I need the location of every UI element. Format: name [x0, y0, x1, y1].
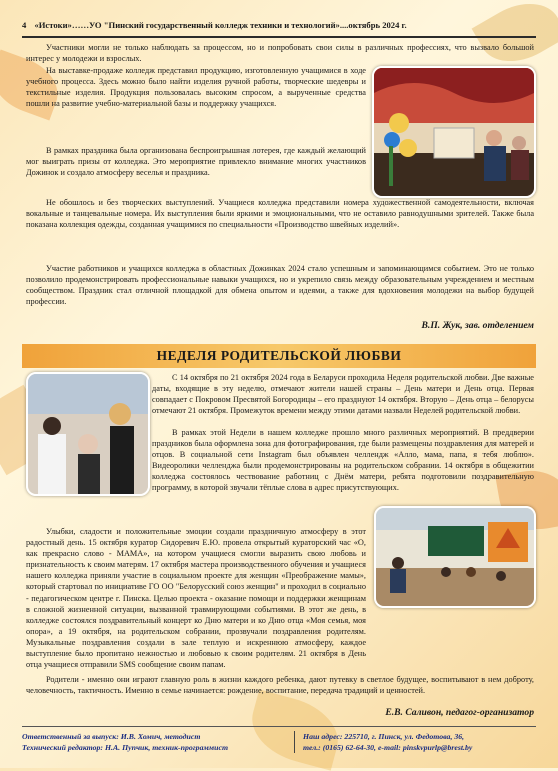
footer-address [294, 731, 472, 753]
article1-paragraph-3: В рамках праздника была организована беспроигрышная лотерея, где каждый желающий мог выиграть призы от колледжа. Это мероприятие привлекло внимание многих участников Дожинок и создало атмосферу веселья и праздника. [26, 146, 366, 178]
footer-editor-line: Ответственный за выпуск: И.В. Хомич, методист [22, 732, 201, 741]
article2-paragraph-1: С 14 октября по 21 октября 2024 года в Беларуси проходила Неделя родительской любви. Две важные даты, входящие в эту неделю, отмечают жители нашей страны – День матери и День отца. Первая совпадает с Покровом Пресвятой Богородицы – его празднуют 14 октября. Вторую – День отца – белорусы отмечают 21 октября. Промежуток времени между этими датами назвали Неделей родительской любви. [152, 373, 534, 416]
article2-paragraph-3: Улыбки, сладости и положительные эмоции создали праздничную атмосферу в этот радостный день. 15 октября куратор Сидоревич Е.Ю. провела открытый кураторский час «О, как прекрасно слово - МАМА», на котором учащиеся смогли выразить свою любовь и признательность к своим матерям. 17 октября мастера производственного обучения и учащиеся нашего колледжа приняли участие в социальном проекте для женщин «Преображение мамы», который стартовал по инициативе ГО ОО "Белорусский союз женщин" и проходил в социально - педагогическом центре г. Пинска. Целью проекта - оказание помощи и поддержки женщинам в сложной жизненной ситуации, вызванной травмирующими событиями. В этот же день, в колледже состоялся поздравительный концерт ко Дню матери и ко Дню отца «Моя семья, моя опора», а 19 октября, на родительском собрании, прозвучали поздравления родителям. Музыкальные поздравления создали в зале теплую и искреннюю атмосферу, каждое выступление было пропитано нежностью и любовью к своим родителям. 21 октября в День отца учащиеся отправили SMS сообщение своим папам. [26, 527, 366, 670]
article1-paragraph-1: Участники могли не только наблюдать за процессом, но и попробовать свои силы в различных профессиях, что вызвало большой интерес у молодежи и взрослых. [26, 43, 534, 64]
newspaper-page [22, 14, 536, 754]
article1-paragraph-2: На выставке-продаже колледж представил продукцию, изготовленную учащимися в ходе учебного процесса. Здесь можно было найти изделия ручной работы, творческие шедевры и текстильные изделия. Продукция пользовалась высоким спросом, а вырученные средства пошли на развитие учебно-материальной базы и поддержку учащихся. [26, 66, 366, 109]
article2-paragraph-4: Родители - именно они играют главную роль в жизни каждого ребенка, дают путевку в светлое будущее, воспитывают в нем доброту, человечность, тактичность. Именно в семье начинается: рождение, воспитание, передача традиций и ценностей. [26, 675, 534, 696]
footer-tech-editor-line: Технический редактор: Н.А. Пупчик, техник-программист [22, 743, 229, 752]
section-title-banner: НЕДЕЛЯ РОДИТЕЛЬСКОЙ ЛЮБВИ [22, 344, 536, 368]
article2-signature: Е.В. Саливон, педагог-организатор [385, 707, 534, 718]
classroom-photo [374, 506, 536, 608]
footer-credits [22, 731, 228, 753]
article1-paragraph-5: Участие работников и учащихся колледжа в областных Дожинках 2024 стало успешным и запоминающимся событием. Это не только позволило продемонстрировать профессиональные навыки учащихся, но и укрепило связь между образовательным учреждением и местным сообществом. Праздник стал отличной площадкой для обмена опытом и идеями, а также для вдохновения молодежи на выбор будущей профессии. [26, 264, 534, 307]
article1-signature: В.П. Жук, зав. отделением [421, 320, 534, 331]
footer-contact-line: тел.: (0165) 62-64-30, e-mail: pinskvpurlp@brest.by [303, 743, 473, 752]
article2-paragraph-2: В рамках этой Недели в нашем колледже прошло много различных мероприятий. В преддверии праздников была оформлена зона для фотографирования, где были размещены поздравления для матерей и отцов. В социальной сети Instagram был объявлен челлендж «Алло, мама, папа, я тебя люблю». Видеоролики челленджа были продемонстрированы на родительском собрании. 14 октября в общежитии колледжа состоялось чествование работниц с Днём матери, ребята подготовили поздравительную программу, в которой звучали тёплые слова в адрес присутствующих. [152, 428, 534, 493]
footer [22, 726, 536, 767]
footer-address-line: Наш адрес: 225710, г. Пинск, ул. Федотова, 36, [303, 732, 465, 741]
page-number: 4 [22, 20, 27, 30]
makeover-photo [26, 372, 150, 496]
exhibition-photo [372, 66, 536, 198]
page-header [22, 14, 536, 38]
header-text: «Истоки»……УО "Пинский государственный колледж техники и технологий»....октябрь 2024 г. [34, 20, 407, 30]
article1-paragraph-4: Не обошлось и без творческих выступлений. Учащиеся колледжа представили номера художественной самодеятельности, включая вокальные и танцевальные номера. Их выступления были яркими и эмоциональными, что не оставило равнодушными зрителей. Также была показана коллекция одежды, созданная учащимися по специальности «Производство швейных изделий». [26, 198, 534, 230]
